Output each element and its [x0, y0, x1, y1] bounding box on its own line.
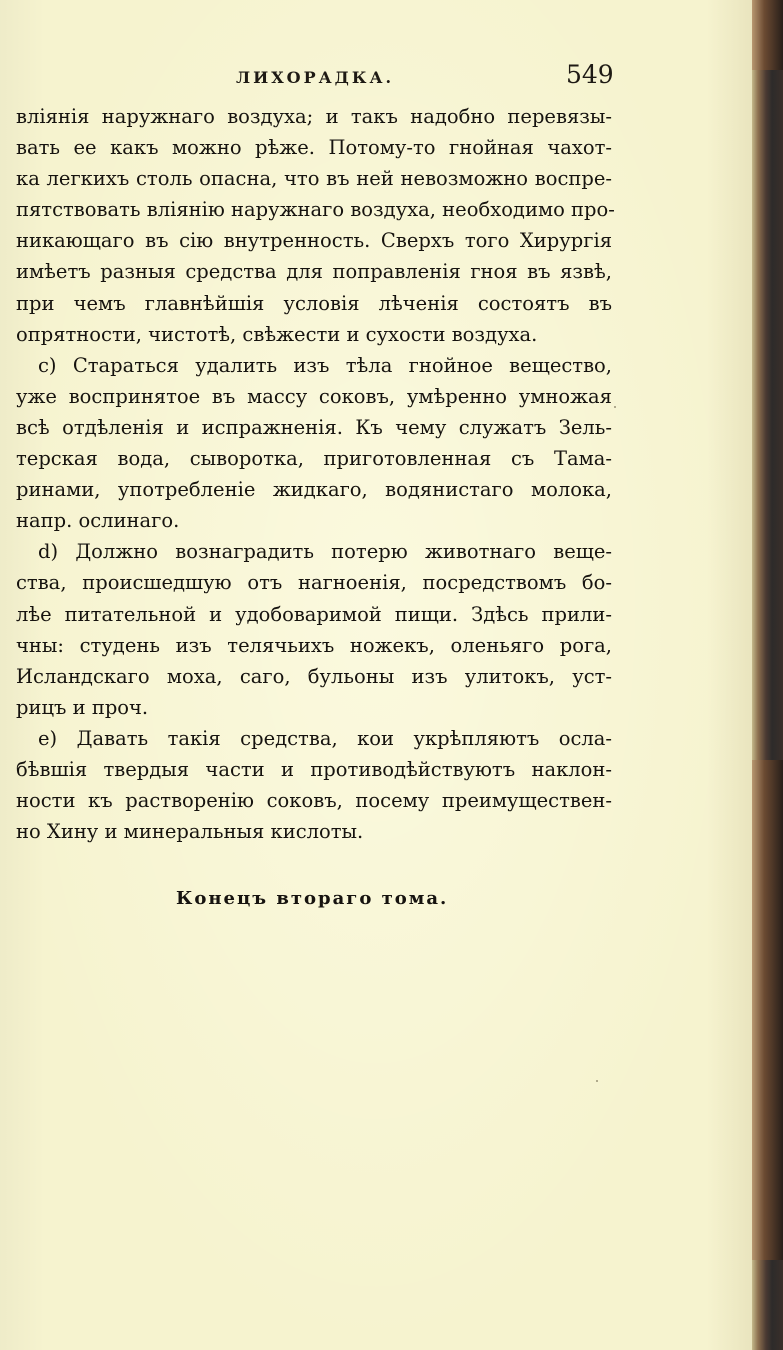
- text-line: d) Должно вознаградить потерю животнаго веще-: [38, 540, 612, 564]
- book-edge: [752, 0, 783, 1350]
- colophon: Конецъ втораго тома.: [176, 888, 449, 909]
- text-line: рицъ и проч.: [16, 695, 149, 719]
- running-head: ЛИХОРАДКА.: [236, 68, 395, 87]
- book-edge-band: [752, 0, 783, 70]
- text-line: Исландскаго моха, саго, бульоны изъ улитокъ, уст-: [16, 664, 612, 688]
- text-line: ности къ растворенію соковъ, посему преимуществен-: [16, 789, 612, 813]
- text-line: чны: студень изъ телячьихъ ножекъ, оленьяго рога,: [16, 633, 612, 657]
- text-line: лѣе питательной и удобоваримой пищи. Здѣсь прили-: [16, 602, 612, 626]
- text-line: но Хину и минеральныя кислоты.: [16, 820, 364, 844]
- paper-speck: [614, 406, 616, 408]
- page-number: 549: [566, 60, 614, 89]
- text-line: никающаго въ сію внутренность. Сверхъ того Хирургія: [16, 229, 612, 253]
- text-line: c) Стараться удалить изъ тѣла гнойное вещество,: [38, 353, 612, 377]
- text-line: ринами, употребленіе жидкаго, водянистаго молока,: [16, 478, 612, 502]
- text-line: опрятности, чистотѣ, свѣжести и сухости воздуха.: [16, 322, 538, 346]
- text-line: вать ее какъ можно рѣже. Потому-то гнойная чахот-: [16, 136, 612, 160]
- text-line: напр. ослинаго.: [16, 509, 180, 533]
- book-edge-band: [752, 760, 783, 1260]
- text-line: уже воспринятое въ массу соковъ, умѣренно умножая: [16, 384, 612, 408]
- text-line: ка легкихъ столь опасна, что въ ней невозможно воспре-: [16, 167, 612, 191]
- text-line: при чемъ главнѣйшія условія лѣченія состоятъ въ: [16, 291, 612, 315]
- text-line: терская вода, сыворотка, приготовленная съ Тама-: [16, 447, 612, 471]
- text-line: ства, происшедшую отъ нагноенія, посредствомъ бо-: [16, 571, 612, 595]
- body-text: [16, 101, 615, 847]
- text-line: e) Давать такія средства, кои укрѣпляютъ осла-: [38, 726, 612, 750]
- text-line: имѣетъ разныя средства для поправленія гноя въ язвѣ,: [16, 260, 612, 284]
- text-line: бѣвшія твердыя части и противодѣйствуютъ наклон-: [16, 757, 612, 781]
- text-line: всѣ отдѣленія и испражненія. Къ чему служатъ Зель-: [16, 415, 612, 439]
- paper-speck: [596, 1080, 598, 1082]
- text-line: пятствовать вліянію наружнаго воздуха, необходимо про-: [16, 198, 615, 222]
- text-line: вліянія наружнаго воздуха; и такъ надобно перевязы-: [16, 105, 612, 128]
- page-header: [0, 60, 752, 94]
